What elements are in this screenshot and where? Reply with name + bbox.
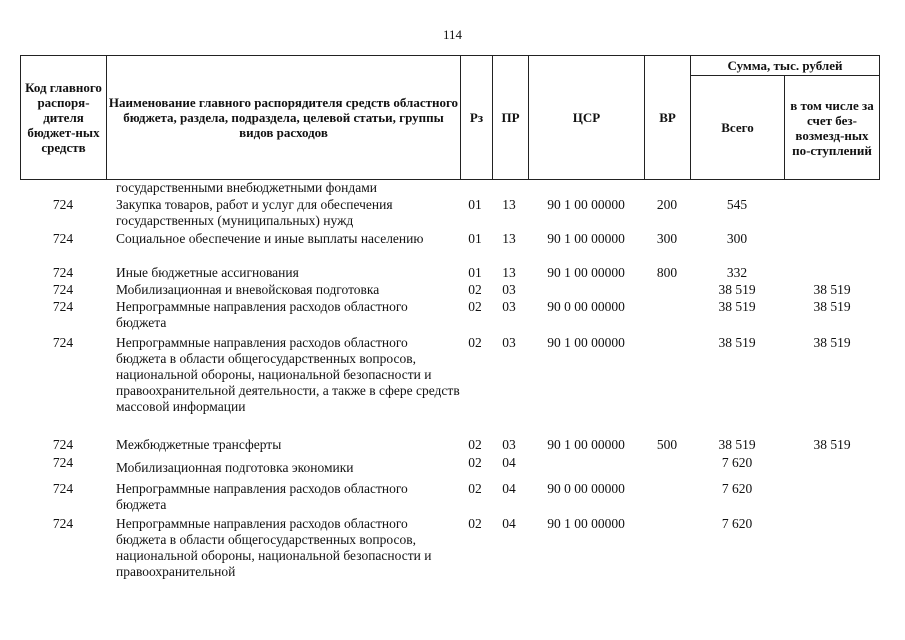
- header-sum: Сумма, тыс. рублей: [690, 55, 880, 75]
- cell-code: 724: [52, 335, 74, 350]
- cell-pr: 04: [502, 455, 516, 470]
- cell-pr: 03: [502, 335, 516, 350]
- cell-name: Непрограммные направления расходов областного бюджета: [116, 299, 408, 330]
- cell-csr: 90 1 00 00000: [547, 516, 625, 531]
- cell-total: 7 620: [721, 455, 753, 470]
- cell-csr: 90 1 00 00000: [547, 197, 625, 212]
- cell-code: 724: [52, 455, 74, 470]
- cell-rz: 01: [468, 197, 482, 212]
- cell-name: Непрограммные направления расходов областного бюджета в области общегосударственных вопросов, национальной обороны, национальной безопасности и правоохранительной: [116, 516, 432, 579]
- cell-rz: 02: [468, 516, 482, 531]
- cell-pr: 13: [502, 231, 516, 246]
- cell-name: Мобилизационная подготовка экономики: [116, 460, 354, 475]
- cell-rz: 02: [468, 299, 482, 314]
- header-csr: ЦСР: [528, 55, 644, 180]
- cell-csr: 90 1 00 00000: [547, 231, 625, 246]
- cell-total: 38 519: [718, 299, 756, 314]
- cell-name: Мобилизационная и вневойсковая подготовка: [116, 282, 380, 297]
- cell-vr: 500: [656, 437, 678, 452]
- cell-name: Социальное обеспечение и иные выплаты населению: [116, 231, 424, 246]
- cell-rz: 01: [468, 265, 482, 280]
- cell-pr: 03: [502, 437, 516, 452]
- cell-rz: 02: [468, 481, 482, 496]
- cell-csr: 90 1 00 00000: [547, 437, 625, 452]
- cell-incl: 38 519: [813, 299, 851, 314]
- cell-name: Межбюджетные трансферты: [116, 437, 282, 452]
- cell-total: 300: [726, 231, 748, 246]
- cell-incl: 38 519: [813, 335, 851, 350]
- cell-code: 724: [52, 437, 74, 452]
- header-rz: Рз: [460, 55, 492, 180]
- cell-incl: 38 519: [813, 437, 851, 452]
- cell-vr: 800: [656, 265, 678, 280]
- cell-code: 724: [52, 231, 74, 246]
- cell-vr: 200: [656, 197, 678, 212]
- cell-total: 332: [726, 265, 748, 280]
- table-header: [20, 55, 880, 180]
- cell-code: 724: [52, 265, 74, 280]
- cell-code: 724: [52, 282, 74, 297]
- cell-pr: 13: [502, 265, 516, 280]
- cell-name: государственными внебюджетными фондами: [116, 180, 378, 195]
- header-code: Код главного распоря-дителя бюджет-ных средств: [20, 55, 106, 180]
- cell-name: Непрограммные направления расходов областного бюджета: [116, 481, 408, 512]
- cell-pr: 04: [502, 481, 516, 496]
- cell-rz: 02: [468, 437, 482, 452]
- header-vr: ВР: [644, 55, 690, 180]
- cell-code: 724: [52, 481, 74, 496]
- cell-pr: 04: [502, 516, 516, 531]
- cell-code: 724: [52, 197, 74, 212]
- cell-incl: 38 519: [813, 282, 851, 297]
- page-number: 114: [442, 27, 463, 42]
- cell-pr: 03: [502, 282, 516, 297]
- cell-name: Иные бюджетные ассигнования: [116, 265, 299, 280]
- cell-name: Непрограммные направления расходов областного бюджета в области общегосударственных вопросов, национальной обороны, национальной безопасности и правоохранительной деятельности, а также в сфере средств массовой информации: [116, 335, 460, 414]
- cell-total: 545: [726, 197, 748, 212]
- cell-code: 724: [52, 516, 74, 531]
- cell-csr: 90 1 00 00000: [547, 265, 625, 280]
- cell-total: 7 620: [721, 516, 753, 531]
- cell-csr: 90 1 00 00000: [547, 335, 625, 350]
- header-total: Всего: [690, 75, 784, 180]
- header-incl: в том числе за счет без-возмезд-ных по-ступлений: [784, 75, 880, 180]
- cell-name: Закупка товаров, работ и услуг для обеспечения государственных (муниципальных) нужд: [116, 197, 393, 228]
- header-pr: ПР: [492, 55, 528, 180]
- cell-rz: 02: [468, 282, 482, 297]
- cell-csr: 90 0 00 00000: [547, 481, 625, 496]
- cell-total: 7 620: [721, 481, 753, 496]
- cell-rz: 01: [468, 231, 482, 246]
- cell-total: 38 519: [718, 282, 756, 297]
- cell-pr: 13: [502, 197, 516, 212]
- header-name: Наименование главного распорядителя средств областного бюджета, раздела, подраздела, целевой статьи, группы видов расходов: [106, 55, 460, 180]
- cell-pr: 03: [502, 299, 516, 314]
- cell-vr: 300: [656, 231, 678, 246]
- cell-code: 724: [52, 299, 74, 314]
- cell-csr: 90 0 00 00000: [547, 299, 625, 314]
- cell-total: 38 519: [718, 437, 756, 452]
- cell-rz: 02: [468, 335, 482, 350]
- cell-total: 38 519: [718, 335, 756, 350]
- cell-rz: 02: [468, 455, 482, 470]
